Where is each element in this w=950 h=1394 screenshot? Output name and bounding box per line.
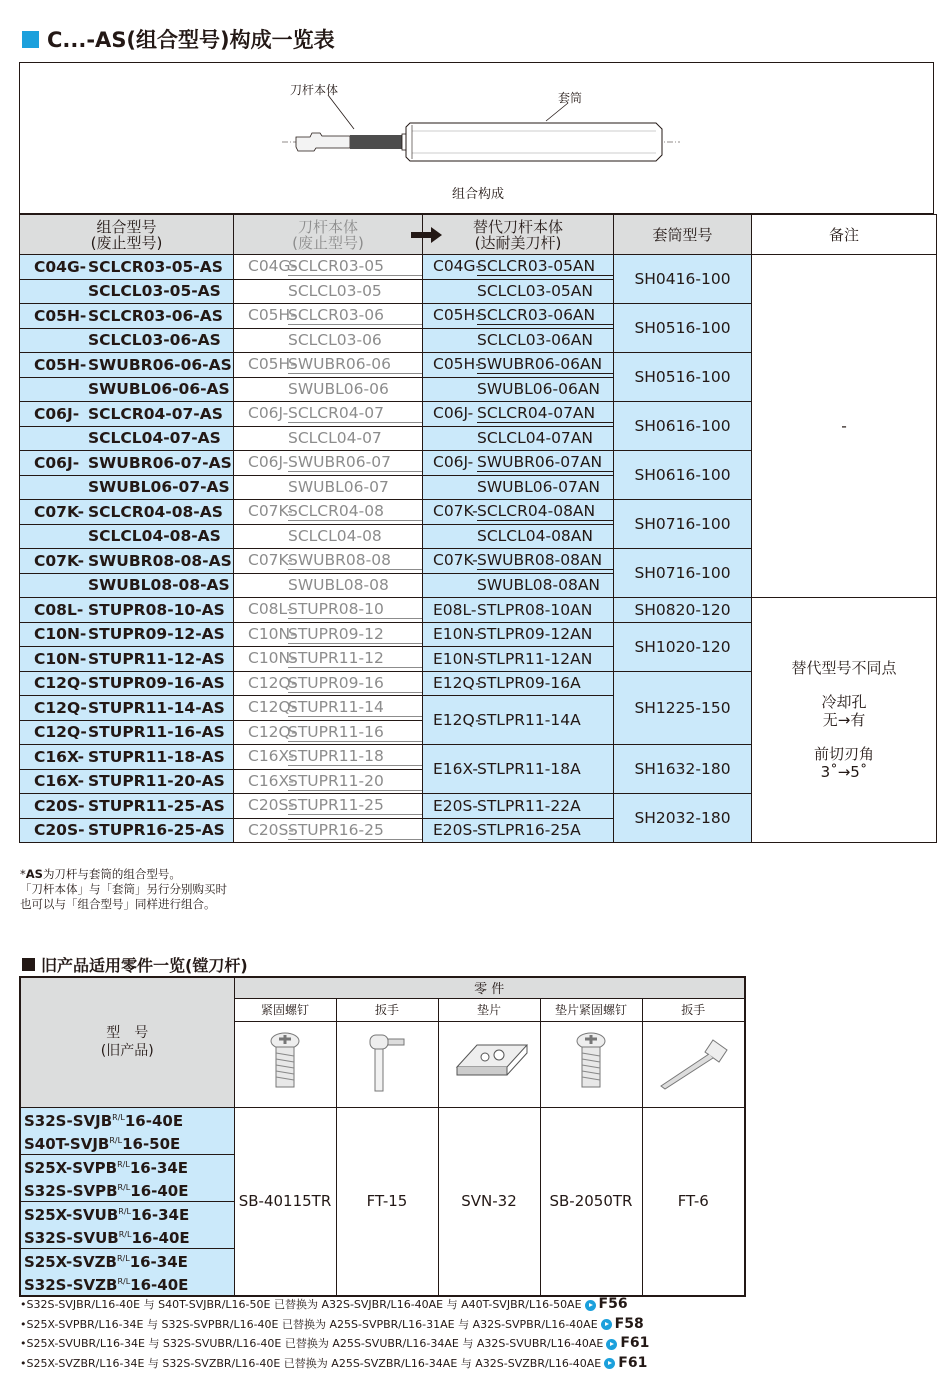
section-title (22, 24, 335, 54)
arrow-circle-icon (604, 1358, 615, 1369)
alt-bar-model: SCLCL04-08AN (423, 524, 614, 549)
parts-header: 零 件 (234, 977, 745, 998)
sleeve-model: SH2032-180 (614, 794, 752, 843)
note-line: •S25X-SVZBR/L16-34E 与 S32S-SVZBR/L16-40E 已替换为 A25S-SVZBR/L16-34AE 与 A32S-SVZBR/L16-40AE F61 (20, 1354, 648, 1371)
old-model: $S32S-SVJB^{R/L}16-40E$ $S40T-SVJB^{R/L}16-50E$ (20, 1107, 234, 1154)
diagram-caption: 组合构成 (452, 187, 505, 202)
combo-model: C12Q- STUPR09-16-AS (20, 671, 234, 696)
combo-model: C07K- SCLCR04-08-AS (20, 500, 234, 525)
alt-bar-model: E10N- STLPR09-12AN (423, 622, 614, 647)
wrench-image (336, 1021, 438, 1107)
title2-square-icon (22, 958, 35, 971)
combo-diagram (19, 62, 934, 214)
part-number: FT-6 (642, 1107, 745, 1296)
old-bar-model: C20S- STUPR11-25 (234, 794, 423, 819)
notes-combo: *AS为刀杆与套筒的组合型号。 「刀杆本体」与「套筒」另行分别购买时 也可以与「组合型号」同样进行组合。 (20, 867, 227, 911)
part-col-header: 垫片紧固螺钉 (540, 998, 642, 1021)
alt-bar-model: SCLCL04-07AN (423, 426, 614, 451)
old-bar-model: C10N- STUPR11-12 (234, 647, 423, 672)
parts-table (19, 976, 746, 1297)
label-sleeve: 套筒 (558, 91, 583, 105)
page-ref-link[interactable]: F58 (614, 1315, 644, 1332)
header-alt: 替代刀杆本体 (达耐美刀杆) (423, 215, 614, 255)
old-bar-model: SCLCL04-07 (234, 426, 423, 451)
title-square-icon (22, 31, 39, 48)
sleeve-model: SH0516-100 (614, 353, 752, 402)
combo-model: C20S- STUPR16-25-AS (20, 818, 234, 843)
sleeve-model: SH0416-100 (614, 255, 752, 304)
header-combo: 组合型号 (废止型号) (20, 215, 234, 255)
part-number: SVN-32 (438, 1107, 540, 1296)
alt-bar-model: C05H- SCLCR03-06AN (423, 304, 614, 329)
alt-bar-model: SCLCL03-05AN (423, 279, 614, 304)
combo-model: C07K- SWUBR08-08-AS (20, 549, 234, 574)
sleeve-model: SH0716-100 (614, 500, 752, 549)
old-bar-model: C05H- SCLCR03-06 (234, 304, 423, 329)
alt-bar-model: C07K- SWUBR08-08AN (423, 549, 614, 574)
sleeve-model: SH0616-100 (614, 451, 752, 500)
shim-image (438, 1021, 540, 1107)
table-row (20, 255, 937, 280)
alt-bar-model: SCLCL03-06AN (423, 328, 614, 353)
alt-bar-model: E10N- STLPR11-12AN (423, 647, 614, 672)
part-number: FT-15 (336, 1107, 438, 1296)
old-bar-model: C12Q- STUPR09-16 (234, 671, 423, 696)
combo-model: SCLCL04-07-AS (20, 426, 234, 451)
alt-bar-model: E16X- STLPR11-18A (423, 745, 614, 794)
old-model: $S25X-SVZB^{R/L}16-34E$ $S32S-SVZB^{R/L}16-40E$ (20, 1248, 234, 1296)
header-remarks: 备注 (752, 215, 937, 255)
part-col-header: 扳手 (642, 998, 745, 1021)
combo-model: C10N- STUPR11-12-AS (20, 647, 234, 672)
old-bar-model: C20S- STUPR16-25 (234, 818, 423, 843)
alt-bar-model: SWUBL06-06AN (423, 377, 614, 402)
label-bar: 刀杆本体 (290, 83, 339, 97)
old-bar-model: C07K- SCLCR04-08 (234, 500, 423, 525)
part-col-header: 垫片 (438, 998, 540, 1021)
old-bar-model: SCLCL03-06 (234, 328, 423, 353)
combo-model: C20S- STUPR11-25-AS (20, 794, 234, 819)
screw-image (234, 1021, 336, 1107)
header-bar: 刀杆本体 (废止型号) (234, 215, 423, 255)
combo-model: C10N- STUPR09-12-AS (20, 622, 234, 647)
combo-model: SWUBL06-07-AS (20, 475, 234, 500)
combo-model: C05H- SCLCR03-06-AS (20, 304, 234, 329)
alt-bar-model: E12Q- STLPR11-14A (423, 696, 614, 745)
note-line: •S32S-SVJBR/L16-40E 与 S40T-SVJBR/L16-50E 已替换为 A32S-SVJBR/L16-40AE 与 A40T-SVJBR/L16-50AE F56 (20, 1296, 628, 1312)
remark-dash: - (752, 255, 937, 598)
table-row (20, 1107, 745, 1154)
page-ref-link[interactable]: F61 (618, 1354, 648, 1371)
arrow-circle-icon (601, 1319, 612, 1330)
old-bar-model: C05H- SWUBR06-06 (234, 353, 423, 378)
combo-model: SCLCL04-08-AS (20, 524, 234, 549)
alt-bar-model: SWUBL06-07AN (423, 475, 614, 500)
part-number: SB-40115TR (234, 1107, 336, 1296)
old-bar-model: C12Q- STUPR11-14 (234, 696, 423, 721)
old-model: $S25X-SVPB^{R/L}16-34E$ $S32S-SVPB^{R/L}16-40E$ (20, 1154, 234, 1201)
table-row (20, 598, 937, 623)
sleeve-model: SH0716-100 (614, 549, 752, 598)
old-bar-model: SWUBL06-07 (234, 475, 423, 500)
alt-bar-model: E08L- STLPR08-10AN (423, 598, 614, 623)
section-title-2: 旧产品适用零件一览(镗刀杆) (22, 953, 248, 976)
part-col-header: 紧固螺钉 (234, 998, 336, 1021)
sleeve-model: SH0820-120 (614, 598, 752, 623)
screw-icon (265, 1031, 305, 1093)
wrench-icon (362, 1027, 412, 1097)
arrow-circle-icon (606, 1339, 617, 1350)
page-ref-link[interactable]: F61 (620, 1335, 650, 1351)
sleeve-model: SH1020-120 (614, 622, 752, 671)
header-sleeve: 套筒型号 (614, 215, 752, 255)
combo-model: SWUBL08-08-AS (20, 573, 234, 598)
old-bar-model: C06J- SCLCR04-07 (234, 402, 423, 427)
arrow-circle-icon (585, 1300, 596, 1311)
arrow-right-icon (411, 227, 443, 243)
sleeve-model: SH1225-150 (614, 671, 752, 745)
old-bar-model: C12Q- STUPR11-16 (234, 720, 423, 745)
old-bar-model: SWUBL06-06 (234, 377, 423, 402)
combo-model: SCLCL03-05-AS (20, 279, 234, 304)
old-bar-model: C10N- STUPR09-12 (234, 622, 423, 647)
notes-replacement (20, 1295, 649, 1373)
title-text: C...-AS(组合型号)构成一览表 (47, 28, 335, 52)
old-bar-model: C16X- STUPR11-20 (234, 769, 423, 794)
old-bar-model: C06J- SWUBR06-07 (234, 451, 423, 476)
shim-screw-image (540, 1021, 642, 1107)
part-col-header: 扳手 (336, 998, 438, 1021)
note-line: •S25X-SVPBR/L16-34E 与 S32S-SVPBR/L16-40E 已替换为 A25S-SVPBR/L16-31AE 与 A32S-SVPBR/L16-40AE F58 (20, 1315, 644, 1332)
alt-bar-model: C04G- SCLCR03-05AN (423, 255, 614, 280)
page-ref-link[interactable]: F56 (598, 1296, 628, 1312)
old-bar-model: SWUBL08-08 (234, 573, 423, 598)
note-line: •S25X-SVUBR/L16-34E 与 S32S-SVUBR/L16-40E 已替换为 A25S-SVUBR/L16-34AE 与 A32S-SVUBR/L16-40AE F61 (20, 1335, 650, 1351)
shim-icon (447, 1037, 531, 1087)
combo-model: C08L- STUPR08-10-AS (20, 598, 234, 623)
alt-bar-model: C06J- SWUBR06-07AN (423, 451, 614, 476)
combo-model: C06J- SWUBR06-07-AS (20, 451, 234, 476)
tool-drawing (20, 63, 935, 215)
alt-bar-model: E12Q- STLPR09-16A (423, 671, 614, 696)
combo-model: C16X- STUPR11-18-AS (20, 745, 234, 770)
sleeve-model: SH0516-100 (614, 304, 752, 353)
combo-table (19, 214, 937, 843)
alt-bar-model: C05H- SWUBR06-06AN (423, 353, 614, 378)
model-header: 型 号 (旧产品) (20, 977, 234, 1107)
old-bar-model: C04G- SCLCR03-05 (234, 255, 423, 280)
old-bar-model: SCLCL04-08 (234, 524, 423, 549)
combo-model: SCLCL03-06-AS (20, 328, 234, 353)
old-bar-model: C08L- STUPR08-10 (234, 598, 423, 623)
alt-bar-model: E20S- STLPR11-22A (423, 794, 614, 819)
old-bar-model: C16X- STUPR11-18 (234, 745, 423, 770)
part-number: SB-2050TR (540, 1107, 642, 1296)
combo-model: C05H- SWUBR06-06-AS (20, 353, 234, 378)
sleeve-model: SH0616-100 (614, 402, 752, 451)
alt-bar-model: C07K- SCLCR04-08AN (423, 500, 614, 525)
combo-model: SWUBL06-06-AS (20, 377, 234, 402)
alt-bar-model: C06J- SCLCR04-07AN (423, 402, 614, 427)
sleeve-model: SH1632-180 (614, 745, 752, 794)
combo-model: C04G- SCLCR03-05-AS (20, 255, 234, 280)
combo-model: C12Q- STUPR11-16-AS (20, 720, 234, 745)
alt-bar-model: E20S- STLPR16-25A (423, 818, 614, 843)
combo-model: C12Q- STUPR11-14-AS (20, 696, 234, 721)
l-wrench-icon (653, 1032, 733, 1092)
old-bar-model: SCLCL03-05 (234, 279, 423, 304)
shim-screw-icon (571, 1031, 611, 1093)
remark-diff: 替代型号不同点 冷却孔 无→有 前切刃角 3˚→5˚ (752, 598, 937, 843)
wrench2-image (642, 1021, 745, 1107)
old-model: $S25X-SVUB^{R/L}16-34E$ $S32S-SVUB^{R/L}16-40E$ (20, 1201, 234, 1248)
old-bar-model: C07K- SWUBR08-08 (234, 549, 423, 574)
combo-model: C16X- STUPR11-20-AS (20, 769, 234, 794)
combo-model: C06J- SCLCR04-07-AS (20, 402, 234, 427)
alt-bar-model: SWUBL08-08AN (423, 573, 614, 598)
